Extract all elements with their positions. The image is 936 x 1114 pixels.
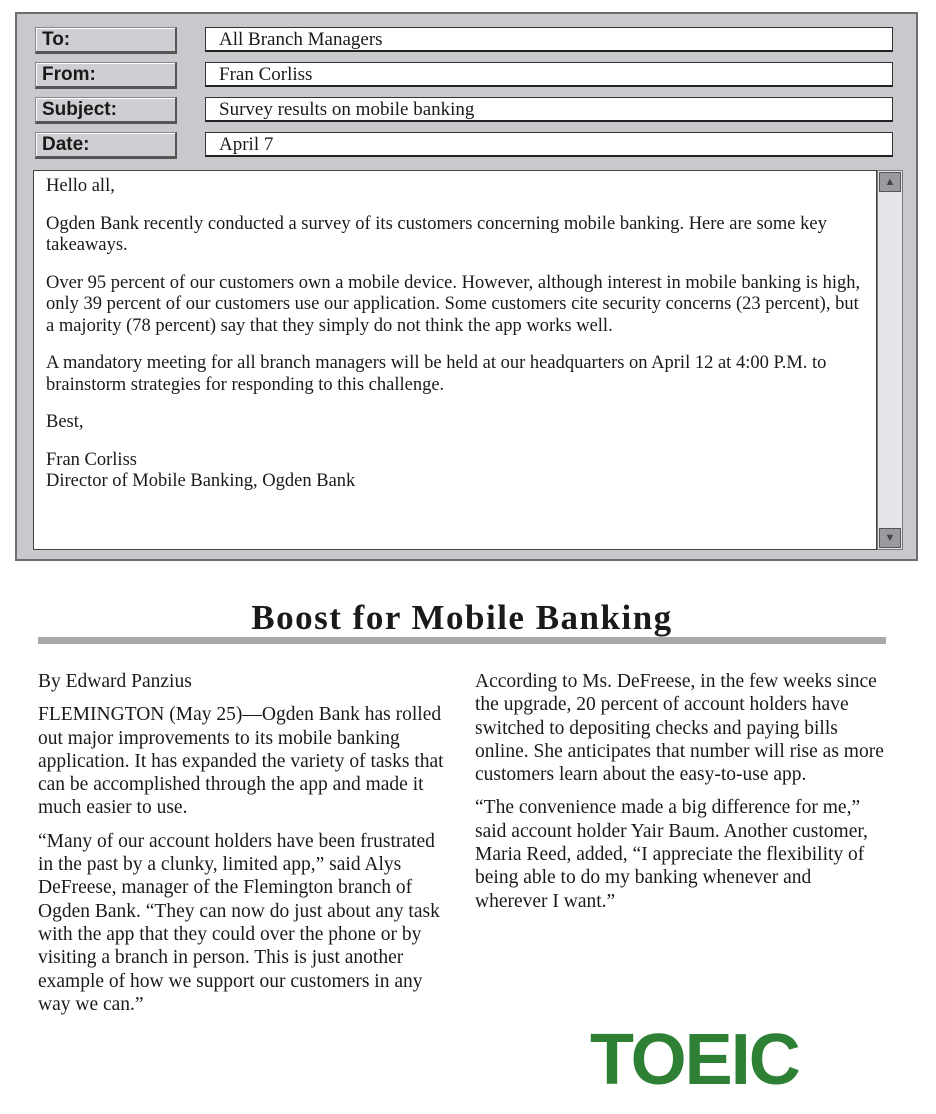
signature-title: Director of Mobile Banking, Ogden Bank [46,471,356,491]
to-row [35,27,875,54]
to-label: To: [35,27,177,54]
date-row [35,132,875,159]
scroll-down-arrow-icon[interactable]: ▼ [879,528,901,548]
from-label: From: [35,62,177,89]
article-right-column [475,670,885,923]
greeting: Hello all, [46,176,115,196]
article-left-column [38,670,446,1026]
to-field[interactable]: All Branch Managers [205,27,893,52]
byline: By Edward Panzius [38,671,192,692]
date-field[interactable]: April 7 [205,132,893,157]
signature-name: Fran Corliss [46,449,137,470]
article-paragraph: “Many of our account holders have been frustrated in the past by a clunky, limited app,” said Alys DeFreese, manager of the Flemington branch of Ogden Bank. “They can now do just about any task with the app that they could over the phone or by visiting a branch in person. This is just another example of how we support our customers in any way we can.” [38,830,440,1015]
body-paragraph: Over 95 percent of our customers own a mobile device. However, although interest in mobile banking is high, only 39 percent of our customers use our application. Some customers cite security concerns (23 percent), but a majority (78 percent) say that they simply do not think the app works well. [46,272,861,336]
article-paragraph: According to Ms. DeFreese, in the few weeks since the upgrade, 20 percent of account holders have switched to depositing checks and paying bills online. She anticipates that number will rise as more customers learn about the easy-to-use app. [475,671,884,786]
toeic-watermark: TOEIC [590,1020,799,1100]
scrollbar[interactable] [877,170,903,550]
email-window [15,12,918,561]
scroll-up-arrow-icon[interactable]: ▲ [879,172,901,192]
body-paragraph: A mandatory meeting for all branch managers will be held at our headquarters on April 12 at 4:00 P.M. to brainstorm strategies for responding to this challenge. [46,353,827,395]
email-body [33,170,877,550]
date-label: Date: [35,132,177,159]
from-row [35,62,875,89]
title-rule [38,637,886,644]
article-paragraph: “The convenience made a big difference for me,” said account holder Yair Baum. Another customer, Maria Reed, added, “I appreciate the flexibility of being able to do my banking whenever and wherever I want.” [475,797,868,912]
subject-field[interactable]: Survey results on mobile banking [205,97,893,122]
subject-label: Subject: [35,97,177,124]
article-paragraph: FLEMINGTON (May 25)—Ogden Bank has rolled out major improvements to its mobile banking application. It has expanded the variety of tasks that can be accomplished through the app and made it much easier to use. [38,704,444,819]
subject-row [35,97,875,124]
from-field[interactable]: Fran Corliss [205,62,893,87]
article-title: Boost for Mobile Banking [251,598,673,637]
body-paragraph: Ogden Bank recently conducted a survey of its customers concerning mobile banking. Here are some key takeaways. [46,213,827,255]
closing: Best, [46,412,84,432]
